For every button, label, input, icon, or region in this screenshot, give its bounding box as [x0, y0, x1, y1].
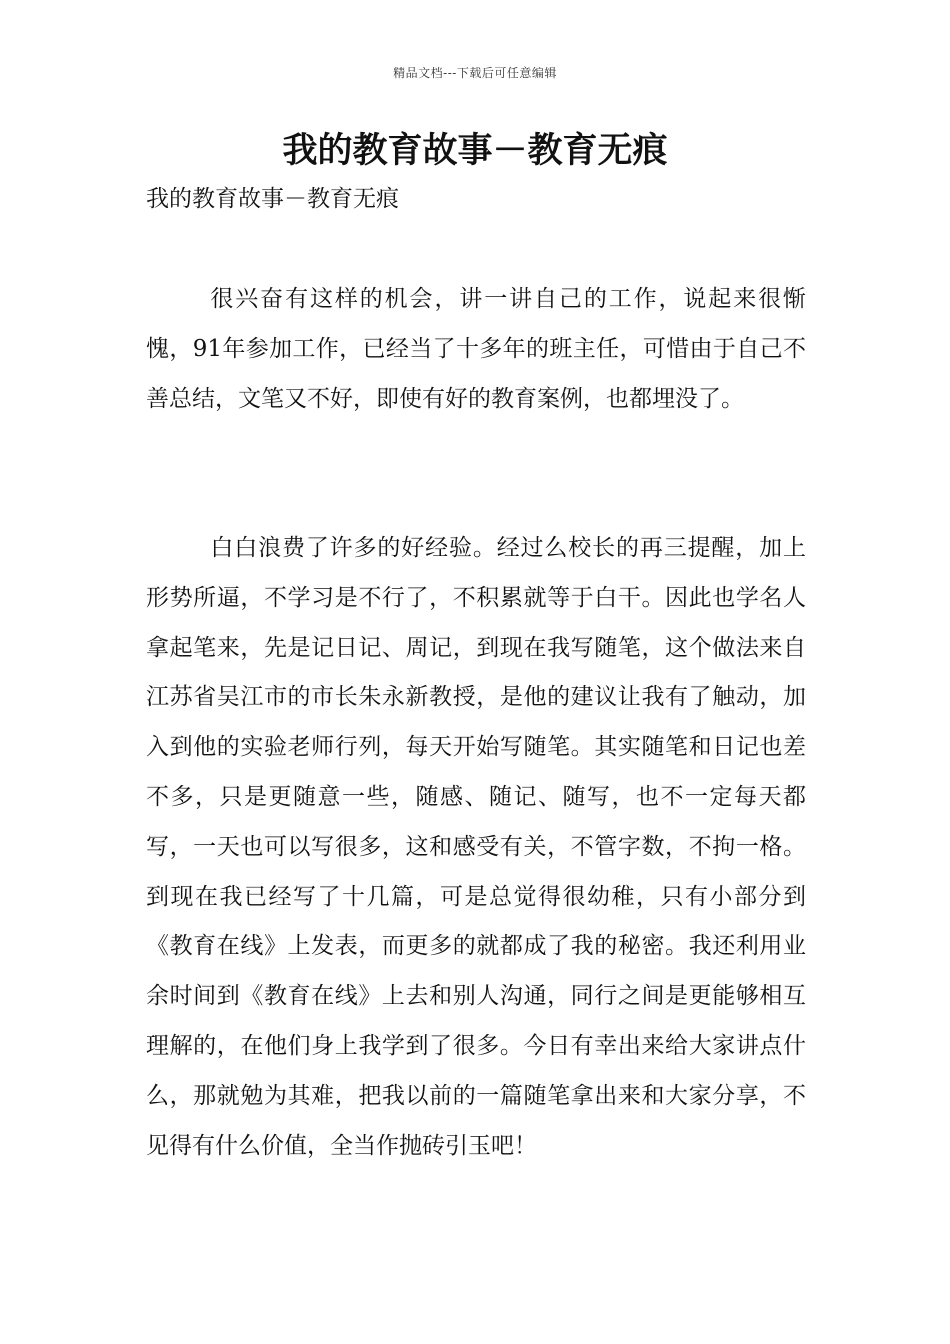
document-subtitle: 我的教育故事－教育无痕: [146, 186, 399, 212]
paragraph-2: 白白浪费了许多的好经验。经过么校长的再三提醒，加上形势所逼，不学习是不行了，不积累就等于白干。因此也学名人拿起笔来，先是记日记、周记，到现在我写随笔，这个做法来自江苏省吴江市的市长朱永新教授，是他的建议让我有了触动，加入到他的实验老师行列，每天开始写随笔。其实随笔和日记也差不多，只是更随意一些，随感、随记、随写，也不一定每天都写，一天也可以写很多，这和感受有关，不管字数，不拘一格。到现在我已经写了十几篇，可是总觉得很幼稚，只有小部分到《教育在线》上发表，而更多的就都成了我的秘密。我还利用业余时间到《教育在线》上去和别人沟通，同行之间是更能够相互理解的，在他们身上我学到了很多。今日有幸出来给大家讲点什么，那就勉为其难，把我以前的一篇随笔拿出来和大家分享，不见得有什么价值，全当作抛砖引玉吧！: [146, 535, 806, 1159]
header-note: 精品文档---下载后可任意编辑: [393, 66, 557, 80]
document-title: 我的教育故事－教育无痕: [282, 131, 668, 171]
paragraph-1: 很兴奋有这样的机会，讲一讲自己的工作，说起来很惭愧，91年参加工作，已经当了十多年的班主任，可惜由于自己不善总结，文笔又不好，即使有好的教育案例，也都埋没了。: [146, 286, 806, 412]
